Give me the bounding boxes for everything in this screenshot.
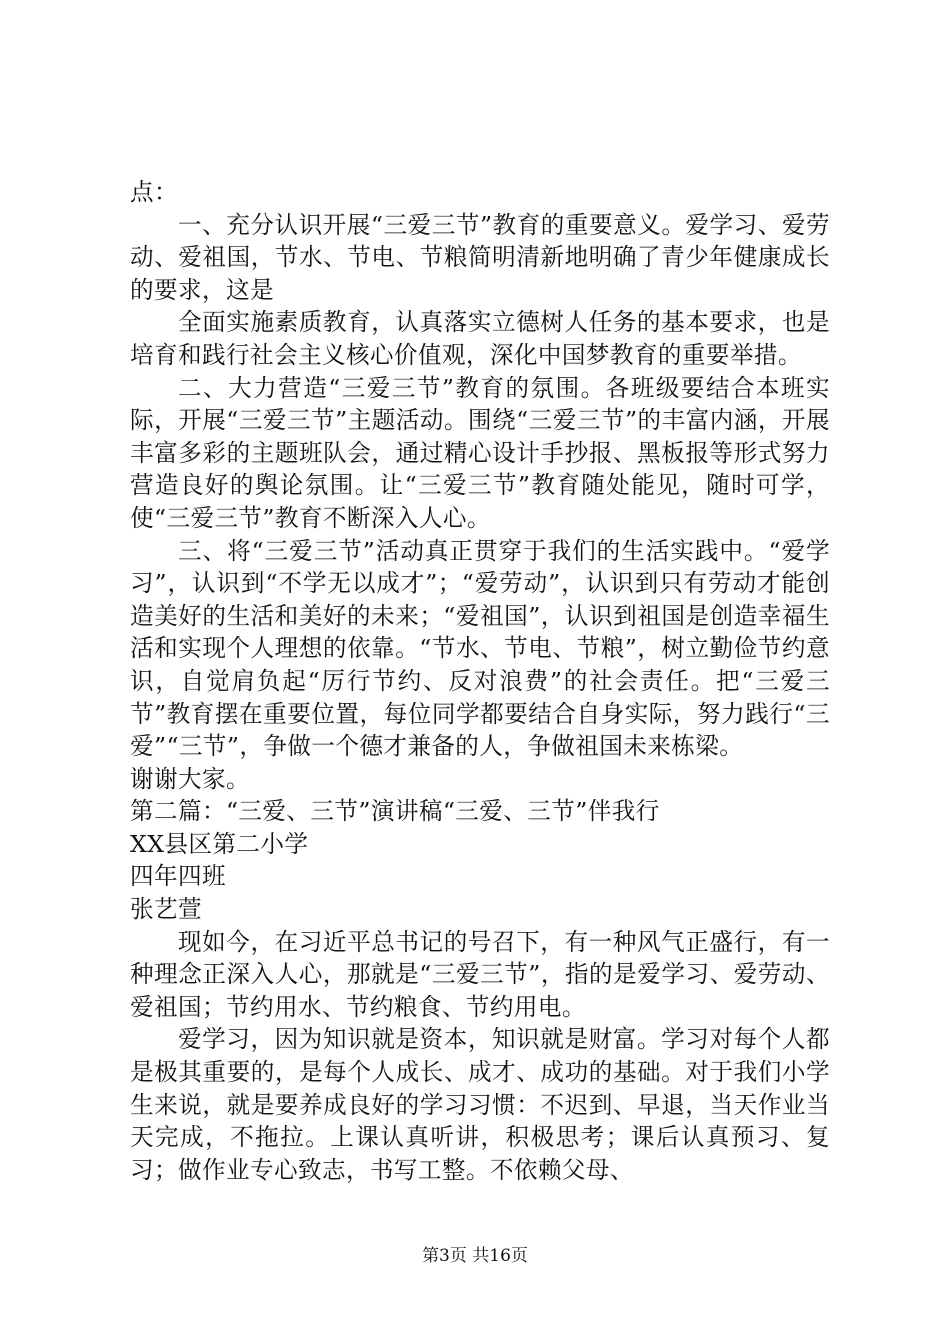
paragraph-love-learning: 爱学习，因为知识就是资本，知识就是财富。学习对每个人都是极其重要的，是每个人成长、成才、成功的基础。对于我们小学生来说，就是要养成良好的学习习惯：不迟到、早退，当天作业当天完成，不拖拉。上课认真听讲，积极思考；课后认真预习、复习；做作业专心致志，书写工整。不依赖父母、 bbox=[130, 1025, 830, 1184]
author-school: XX县区第二小学 bbox=[130, 829, 309, 858]
heading-second-speech: 第二篇：“三爱、三节”演讲稿“三爱、三节”伴我行 bbox=[130, 797, 660, 826]
paragraph-section-one-cont: 全面实施素质教育，认真落实立德树人任务的基本要求，也是培育和践行社会主义核心价值观，深化中国梦教育的重要举措。 bbox=[130, 308, 830, 369]
document-body bbox=[130, 176, 830, 1186]
page-number-footer: 第3页 共16页 bbox=[422, 1246, 528, 1266]
author-name: 张艺萱 bbox=[130, 895, 202, 924]
paragraph-thanks: 谢谢大家。 bbox=[130, 764, 250, 793]
paragraph-section-three: 三、将“三爱三节”活动真正贯穿于我们的生活实践中。“爱学习”，认识到“不学无以成才”；“爱劳动”，认识到只有劳动才能创造美好的生活和美好的未来；“爱祖国”，认识到祖国是创造幸福生活和实现个人理想的依靠。“节水、节电、节粮”，树立勤俭节约意识，自觉肩负起“厉行节约、反对浪费”的社会责任。把“三爱三节”教育摆在重要位置，每位同学都要结合自身实际，努力践行“三爱”“三节”，争做一个德才兼备的人，争做祖国未来栋梁。 bbox=[130, 536, 830, 761]
author-class: 四年四班 bbox=[130, 862, 226, 891]
paragraph-continuation: 点： bbox=[130, 178, 178, 206]
paragraph-section-one: 一、充分认识开展“三爱三节”教育的重要意义。爱学习、爱劳动、爱祖国，节水、节电、节粮简明清新地明确了青少年健康成长的要求，这是 bbox=[130, 210, 830, 304]
paragraph-section-two: 二、大力营造“三爱三节”教育的氛围。各班级要结合本班实际，开展“三爱三节”主题活动。围绕“三爱三节”的丰富内涵，开展丰富多彩的主题班队会，通过精心设计手抄报、黑板报等形式努力营造良好的舆论氛围。让“三爱三节”教育随处能见，随时可学，使“三爱三节”教育不断深入人心。 bbox=[130, 373, 830, 532]
paragraph-intro: 现如今，在习近平总书记的号召下，有一种风气正盛行，有一种理念正深入人心，那就是“三爱三节”，指的是爱学习、爱劳动、爱祖国；节约用水、节约粮食、节约用电。 bbox=[130, 927, 830, 1021]
